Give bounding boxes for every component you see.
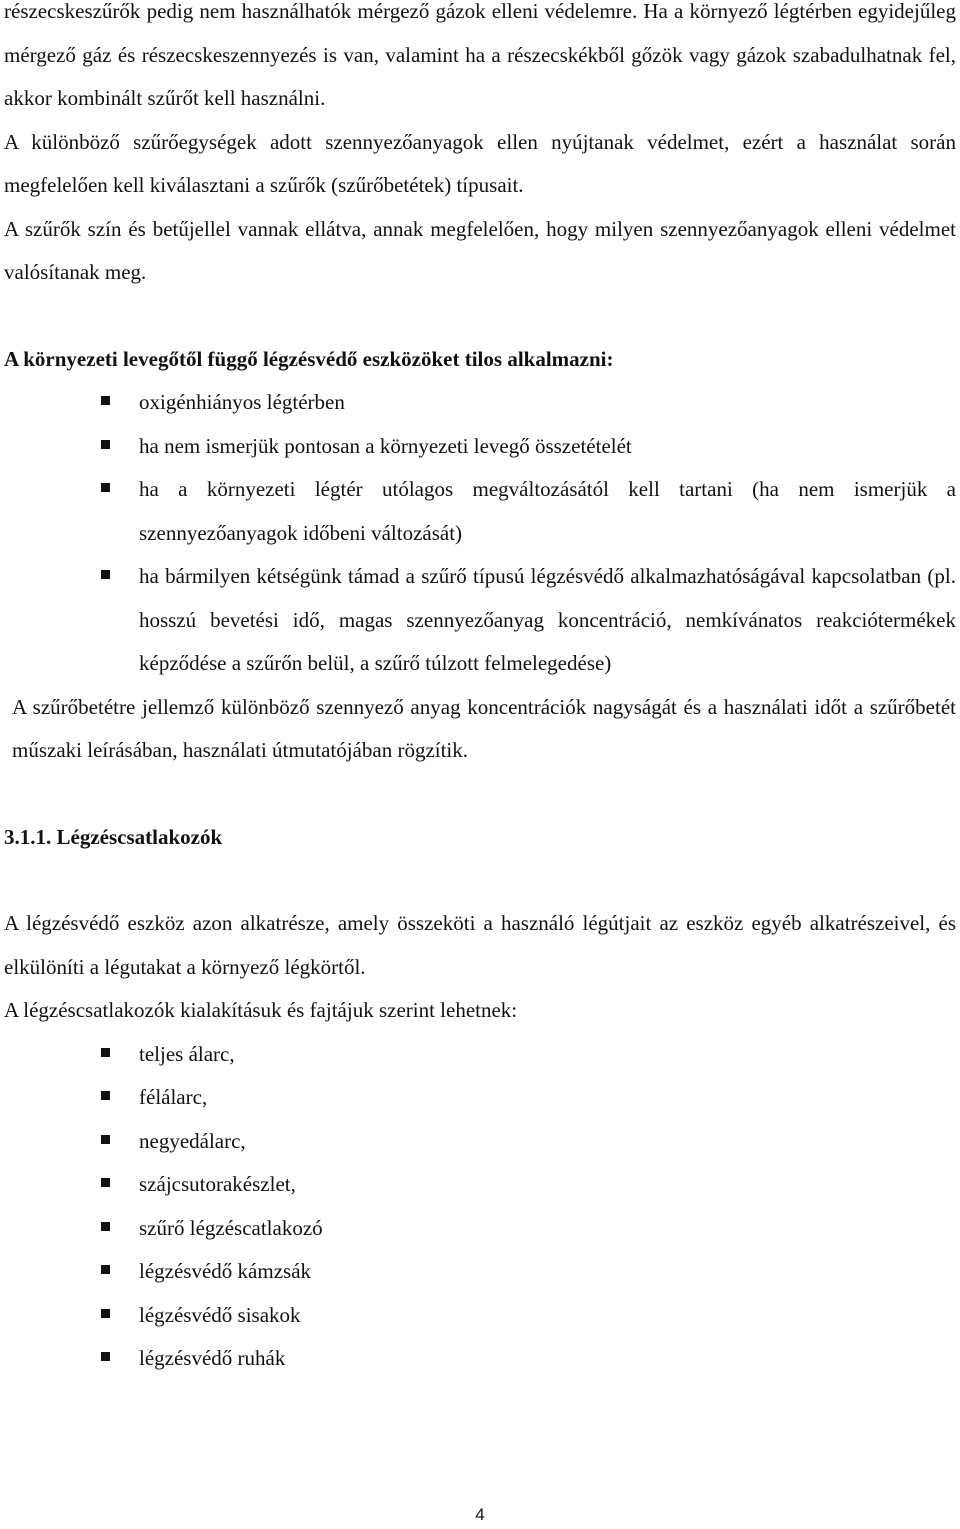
square-bullet-icon [101, 440, 110, 449]
page-number: 4 [475, 1505, 485, 1524]
square-bullet-icon [101, 570, 110, 579]
list-item: légzésvédő ruhák [4, 1337, 956, 1381]
list-item: ha nem ismerjük pontosan a környezeti levegő összetételét [4, 425, 956, 469]
list-item: teljes álarc, [4, 1033, 956, 1077]
square-bullet-icon [101, 1309, 110, 1318]
list-item: légzésvédő kámzsák [4, 1250, 956, 1294]
paragraph-filter-note: A szűrőbetétre jellemző különböző szennyező anyag koncentrációk nagyságát és a használati időt a szűrőbetét műszaki leírásában, használati útmutatójában rögzítik. [12, 694, 956, 762]
list-item: ha bármilyen kétségünk támad a szűrő típusú légzésvédő alkalmazhatóságával kapcsolatban (pl. hosszú bevetési idő, magas szennyezőanyag koncentráció, nemkívánatos reakciótermékek képződése a szűrőn belül, a szűrő túlzott felmelegedése) [4, 555, 956, 686]
paragraph-filter-marking: A szűrők szín és betűjellel vannak ellátva, annak megfelelően, hogy milyen szennyezőanyagok elleni védelmet valósítanak meg. [4, 216, 956, 284]
square-bullet-icon [101, 483, 110, 492]
list-item: légzésvédő sisakok [4, 1294, 956, 1338]
square-bullet-icon [101, 1352, 110, 1361]
section-title: 3.1.1. Légzéscsatlakozók [4, 824, 223, 849]
prohibited-heading: A környezeti levegőtől függő légzésvédő eszközöket tilos alkalmazni: [4, 346, 614, 371]
list-item: negyedálarc, [4, 1120, 956, 1164]
list-item: oxigénhiányos légtérben [4, 381, 956, 425]
section-list-intro: A légzéscsatlakozók kialakításuk és fajtájuk szerint lehetnek: [4, 998, 518, 1022]
list-item: szűrő légzéscatlakozó [4, 1207, 956, 1251]
square-bullet-icon [101, 396, 110, 405]
prohibited-list [4, 381, 956, 686]
square-bullet-icon [101, 1091, 110, 1100]
document-page [4, 0, 956, 1381]
paragraph-filter-usage: részecskeszűrők pedig nem használhatók mérgező gázok elleni védelemre. Ha a környező légtérben egyidejűleg mérgező gáz és részecskeszennyezés is van, valamint ha a részecskékből gőzök vagy gázok szabadulhatnak fel, akkor kombinált szűrőt kell használni. [4, 0, 956, 110]
square-bullet-icon [101, 1265, 110, 1274]
section-intro: A légzésvédő eszköz azon alkatrésze, amely összeköti a használó légútjait az eszköz egyéb alkatrészeivel, és elkülöníti a légutakat a környező légkörtől. [4, 911, 956, 979]
square-bullet-icon [101, 1135, 110, 1144]
paragraph-filter-units: A különböző szűrőegységek adott szennyezőanyagok ellen nyújtanak védelmet, ezért a használat során megfelelően kell kiválasztani a szűrők (szűrőbetétek) típusait. [4, 129, 956, 197]
list-item: ha a környezeti légtér utólagos megváltozásától kell tartani (ha nem ismerjük a szennyezőanyagok időbeni változását) [4, 468, 956, 555]
list-item: szájcsutorakészlet, [4, 1163, 956, 1207]
connector-types-list [4, 1033, 956, 1381]
square-bullet-icon [101, 1178, 110, 1187]
square-bullet-icon [101, 1048, 110, 1057]
square-bullet-icon [101, 1222, 110, 1231]
list-item: félálarc, [4, 1076, 956, 1120]
